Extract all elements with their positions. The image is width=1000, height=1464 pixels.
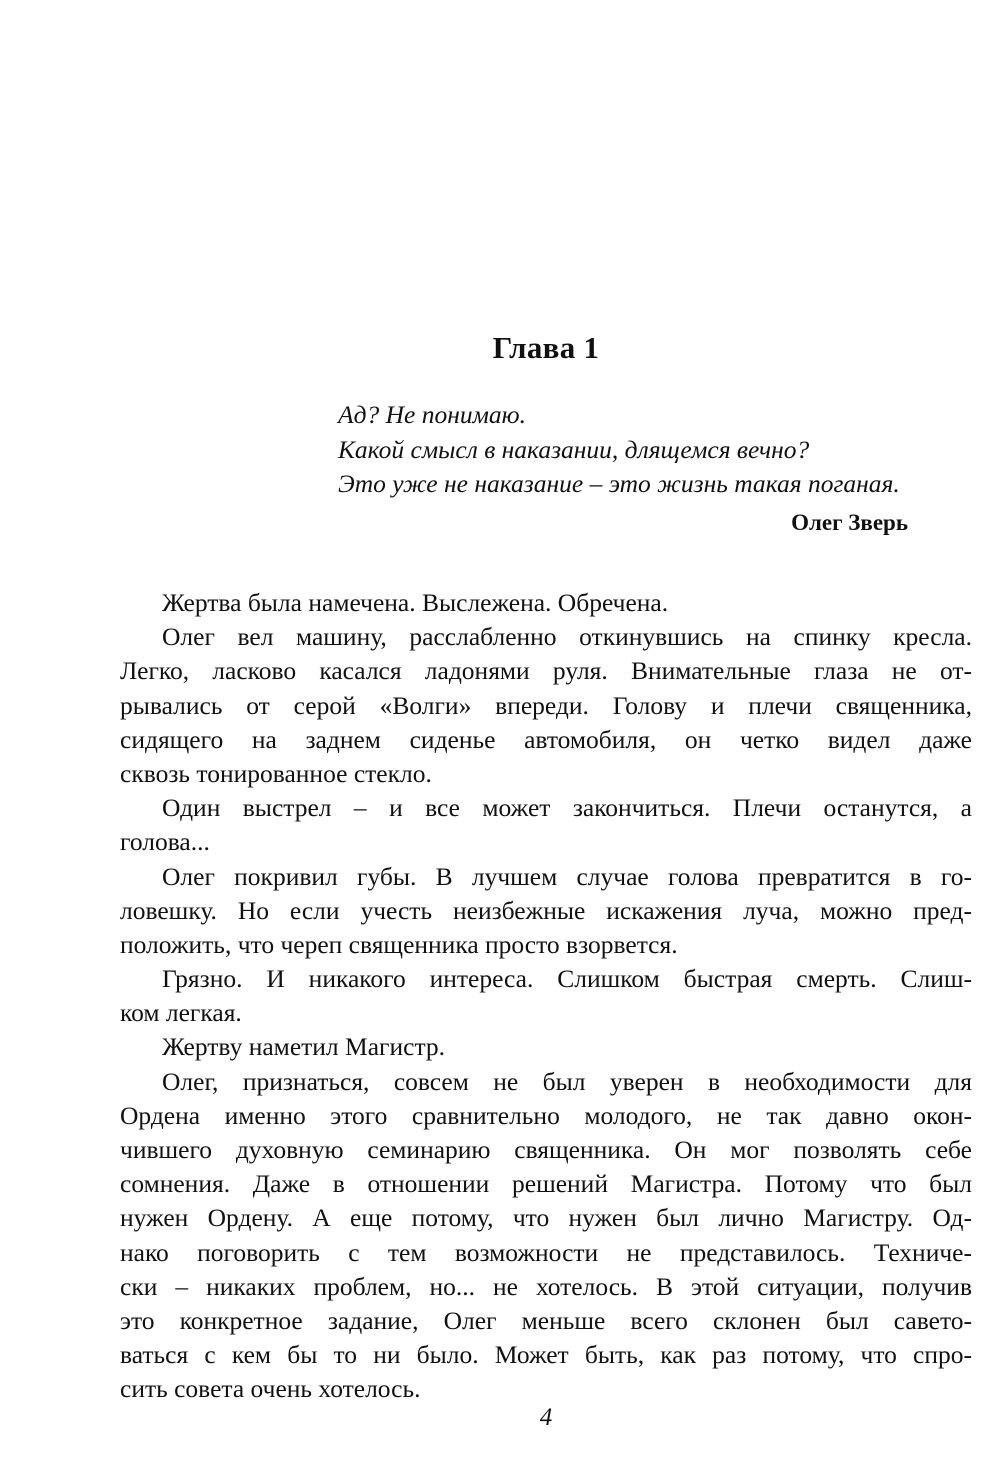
text-line: это конкретное задание, Олег меньше всего склонен был савето- xyxy=(120,1305,972,1335)
text-line: ловешку. Но если учесть неизбежные искажения луча, можно пред- xyxy=(120,895,972,925)
text-line: сомнения. Даже в отношении решений Магистра. Потому что был xyxy=(120,1169,972,1199)
text-line: нужен Ордену. А еще потому, что нужен был лично Магистру. Од- xyxy=(120,1203,972,1233)
epigraph-line: Ад? Не понимаю. xyxy=(338,400,526,429)
text-line: положить, что череп священника просто взорвется. xyxy=(120,929,678,959)
epigraph-line: Какой смысл в наказании, длящемся вечно? xyxy=(338,434,810,464)
epigraph-line: Это уже не наказание – это жизнь такая поганая. xyxy=(338,469,900,498)
text-line: голова... xyxy=(120,827,210,857)
text-line: ски – никаких проблем, но... не хотелось. В этой ситуации, получив xyxy=(120,1271,972,1301)
epigraph-author: Олег Зверь xyxy=(791,510,908,535)
chapter-title: Глава 1 xyxy=(492,330,600,365)
text-line: сидящего на заднем сиденье автомобиля, он четко видел даже xyxy=(120,724,972,754)
text-line: ваться с кем бы то ни было. Может быть, как раз потому, что спро- xyxy=(120,1340,972,1370)
text-line: Олег покривил губы. В лучшем случае голова превратится в го- xyxy=(162,861,972,891)
text-line: Грязно. И никакого интереса. Слишком быстрая смерть. Слиш- xyxy=(162,964,972,994)
text-line: сить совета очень хотелось. xyxy=(120,1374,421,1404)
page-number: 4 xyxy=(539,1404,553,1431)
text-line: нако поговорить с тем возможности не представилось. Техниче- xyxy=(120,1237,972,1267)
text-line: чившего духовную семинарию священника. Он мог позволять себе xyxy=(120,1135,972,1164)
text-line: Легко, ласково касался ладонями руля. Внимательные глаза не от- xyxy=(120,656,972,686)
text-line: ком легкая. xyxy=(120,998,242,1028)
text-line: сквозь тонированное стекло. xyxy=(120,758,432,788)
text-line: Один выстрел – и все может закончиться. Плечи останутся, а xyxy=(162,793,972,823)
chapter-body xyxy=(120,586,972,1407)
text-line: Олег, признаться, совсем не был уверен в необходимости для xyxy=(162,1066,972,1096)
text-line: Ордена именно этого сравнительно молодого, не так давно окон- xyxy=(120,1100,972,1130)
text-line: Жертва была намечена. Выслежена. Обречена. xyxy=(162,588,669,617)
text-line: Олег вел машину, расслабленно откинувшись на спинку кресла. xyxy=(162,622,972,652)
text-line: Жертву наметил Магистр. xyxy=(162,1032,446,1062)
epigraph xyxy=(338,398,978,502)
text-line: рывались от серой «Волги» впереди. Голову и плечи священника, xyxy=(120,690,972,720)
